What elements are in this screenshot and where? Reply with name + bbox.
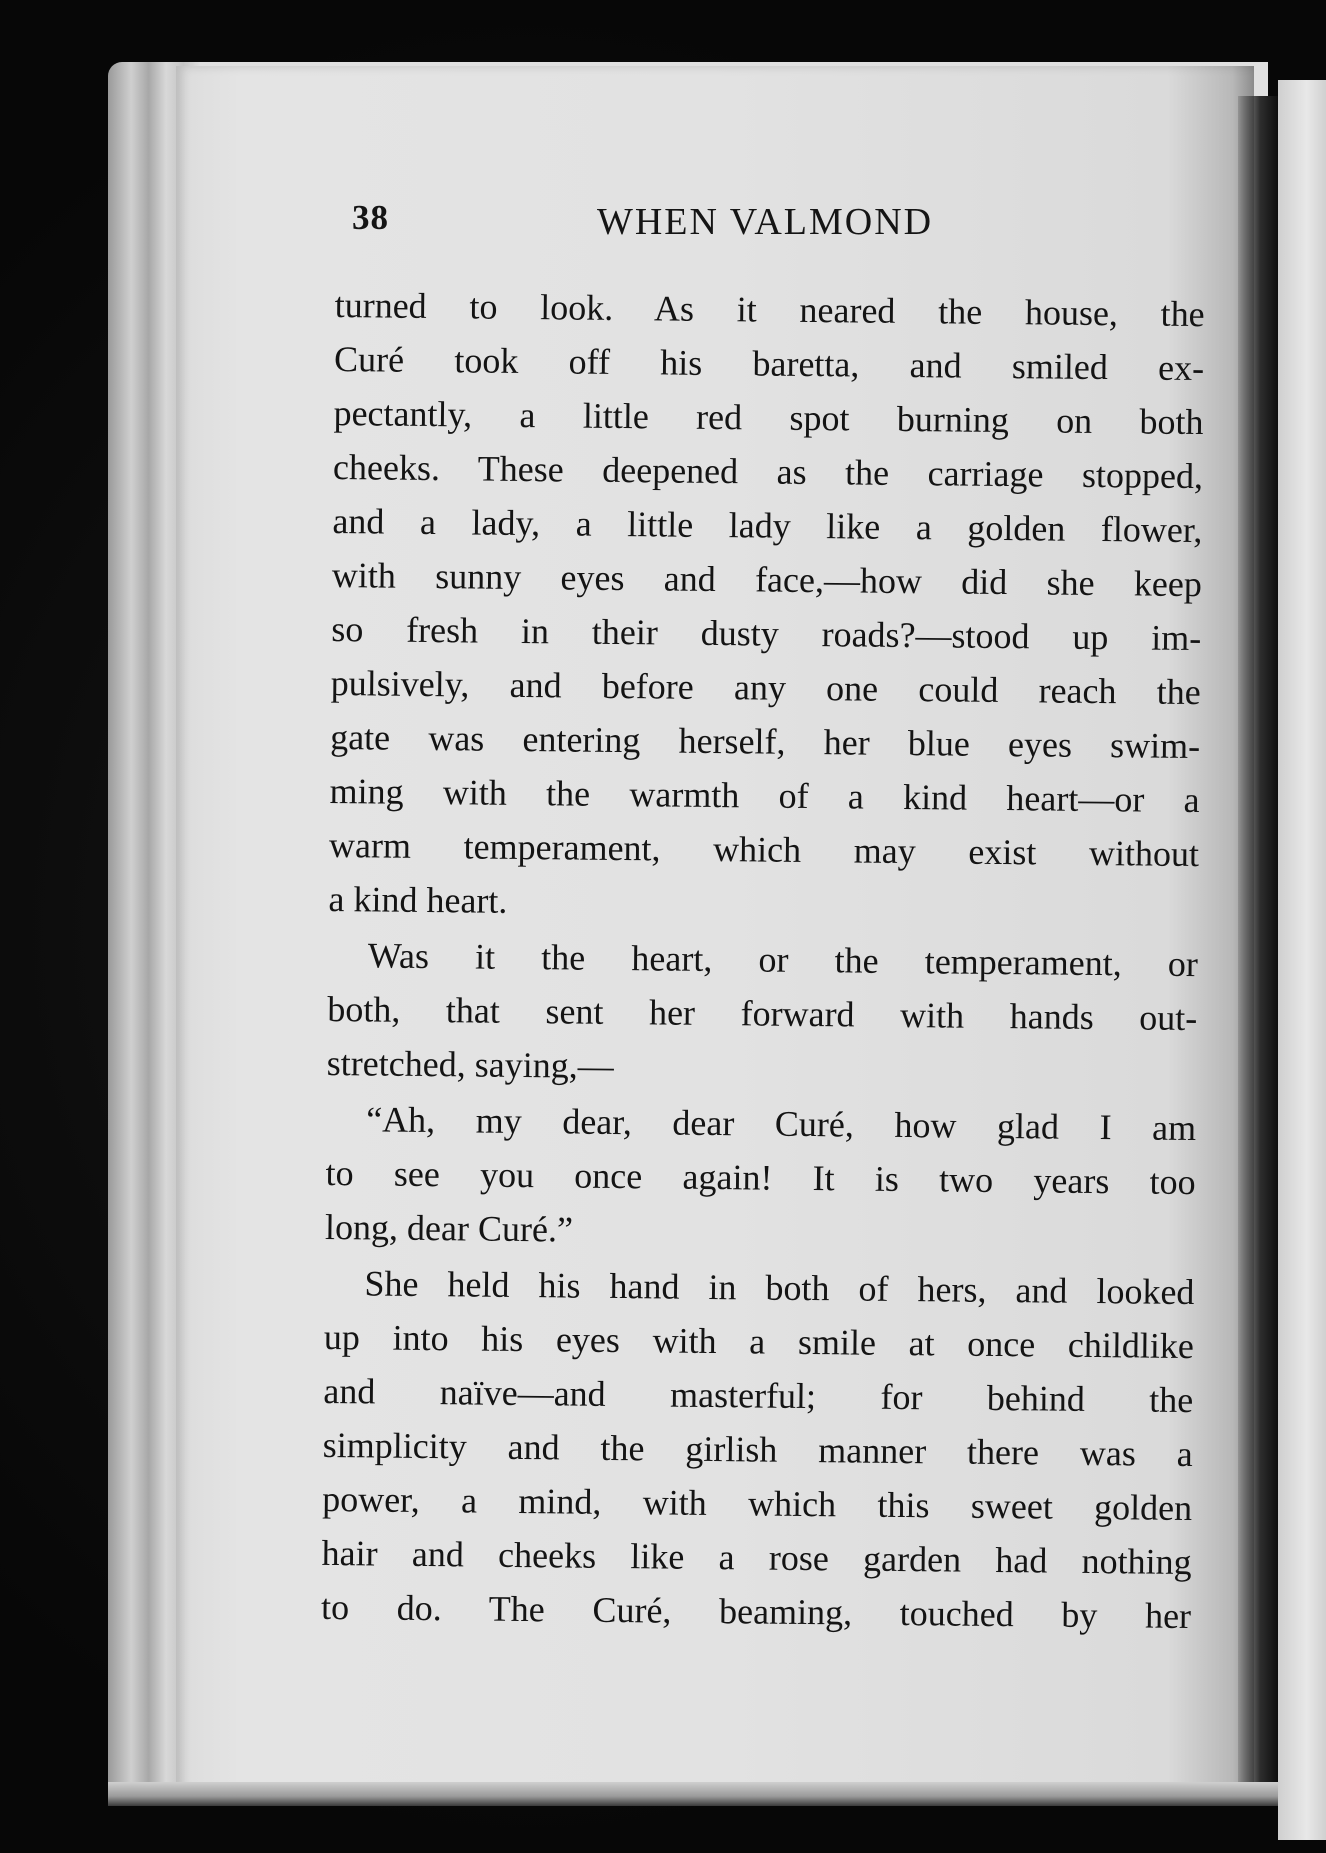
- text-line: cheeks. These deepened as the carriage stopped,: [332, 446, 1204, 497]
- body-text: [321, 278, 1205, 1643]
- text-line: and naïve—and masterful; for behind the: [323, 1370, 1194, 1421]
- text-line: turned to look. As it neared the house, the: [334, 284, 1205, 335]
- text-line: so fresh in their dusty roads?—stood up im-: [331, 608, 1202, 659]
- text-line: pulsively, and before any one could reach the: [330, 662, 1201, 713]
- paragraph-start-line: She held his hand in both of hers, and looked: [364, 1263, 1195, 1313]
- gutter-shadow: [1238, 96, 1278, 1796]
- paragraph-end-line: stretched, saying,—: [326, 1042, 614, 1086]
- paragraph-end-line: a kind heart.: [328, 878, 508, 921]
- facing-page-edge: [1278, 80, 1326, 1840]
- text-line: simplicity and the girlish manner there was a: [322, 1424, 1193, 1475]
- book-title: WHEN VALMOND: [597, 201, 934, 243]
- page-number: 38: [352, 198, 389, 237]
- text-line: both, that sent her forward with hands out-: [327, 988, 1198, 1039]
- text-line: pectantly, a little red spot burning on both: [333, 392, 1204, 443]
- text-line: up into his eyes with a smile at once childlike: [323, 1316, 1195, 1367]
- paragraph-start-line: Was it the heart, or the temperament, or: [367, 935, 1199, 985]
- text-line: power, a mind, with which this sweet golden: [322, 1478, 1193, 1529]
- text-line: ming with the warmth of a kind heart—or a: [329, 770, 1200, 821]
- text-line: to see you once again! It is two years too: [325, 1152, 1196, 1203]
- running-head: [352, 198, 982, 248]
- text-line: to do. The Curé, beaming, touched by her: [320, 1586, 1192, 1637]
- text-line: gate was entering herself, her blue eyes swim-: [329, 716, 1201, 767]
- text-line: and a lady, a little lady like a golden flower,: [332, 500, 1203, 551]
- quotation-end-line: long, dear Curé.”: [324, 1206, 574, 1250]
- quotation-start-line: “Ah, my dear, dear Curé, how glad I am: [365, 1099, 1197, 1149]
- text-line: Curé took off his baretta, and smiled ex-: [333, 338, 1205, 389]
- page-bottom-edge: [108, 1782, 1278, 1806]
- text-line: hair and cheeks like a rose garden had nothing: [321, 1532, 1192, 1583]
- text-line: with sunny eyes and face,—how did she keep: [331, 554, 1203, 605]
- text-line: warm temperament, which may exist without: [328, 824, 1200, 875]
